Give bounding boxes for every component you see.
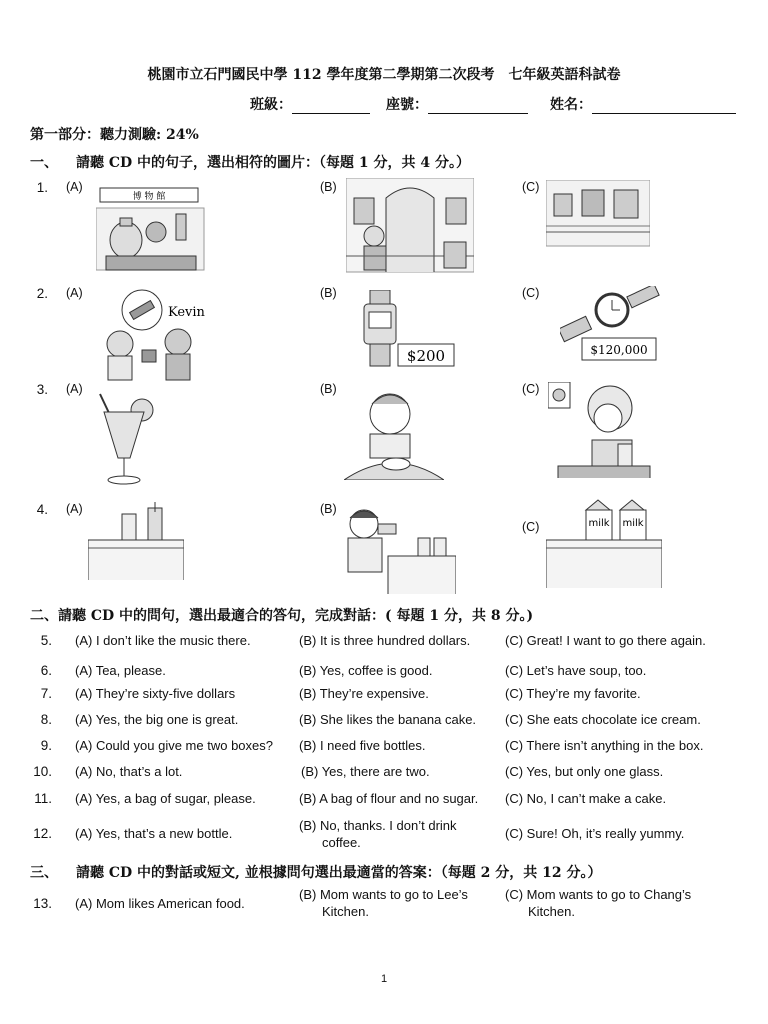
option-label-c: (C) <box>522 286 540 300</box>
price-tag-c: $120,000 <box>590 343 648 357</box>
option-a[interactable]: (A) Tea, please. <box>75 663 166 678</box>
section2-title: 二、請聽 CD 中的問句，選出最適合的答句，完成對話：( 每題 1 分，共 8 分。) <box>30 608 534 624</box>
milk-cartons-table-illustration <box>546 496 662 588</box>
digital-watch-illustration <box>358 290 462 372</box>
option-b-line1: (B) Mom wants to go to Lee’s <box>299 887 468 902</box>
boy-eating-illustration <box>344 386 444 480</box>
option-b[interactable]: (B) A bag of flour and no sugar. <box>299 791 479 806</box>
name-blank[interactable] <box>592 99 736 114</box>
option-label-b: (B) <box>320 286 337 300</box>
option-a[interactable]: (A) Mom likes American food. <box>75 896 245 911</box>
museum-vase-illustration <box>96 184 206 274</box>
option-b[interactable]: (B) Yes, coffee is good. <box>299 663 433 678</box>
woman-drinking-illustration <box>548 382 660 478</box>
name-field <box>550 94 736 114</box>
question-number: 3. <box>36 382 48 397</box>
option-label-a: (A) <box>66 382 83 396</box>
option-c[interactable] <box>505 886 741 920</box>
option-label-b: (B) <box>320 382 337 396</box>
section1-number: 一、 <box>30 155 58 171</box>
kids-gift-watch-illustration <box>98 286 210 382</box>
price-tag-b: $200 <box>406 347 446 365</box>
option-label-a: (A) <box>66 502 83 516</box>
option-label-b: (B) <box>320 180 337 194</box>
milk-label-1: milk <box>588 518 610 529</box>
seat-label: 座號： <box>386 97 428 113</box>
question-number: 6. <box>40 663 52 678</box>
option-b[interactable] <box>299 886 495 920</box>
question-number: 13. <box>33 896 52 911</box>
seat-blank[interactable] <box>428 99 528 114</box>
option-c[interactable]: (C) No, I can’t make a cake. <box>505 791 667 806</box>
question-number: 1. <box>36 180 48 195</box>
part1-title: 第一部分：聽力測驗: 24% <box>30 127 199 143</box>
museum-statue-illustration <box>346 178 474 274</box>
boy-drinking-table-illustration <box>340 504 456 594</box>
class-blank[interactable] <box>292 99 370 114</box>
option-b-line1: (B) No, thanks. I don’t drink <box>299 818 457 833</box>
option-label-b: (B) <box>320 502 337 516</box>
question-number: 8. <box>40 712 52 727</box>
option-c[interactable]: (C) They’re my favorite. <box>505 686 641 701</box>
section1-instruction: 請聽 CD 中的句子，選出相符的圖片：（每題 1 分，共 4 分。） <box>76 155 471 171</box>
option-c[interactable]: (C) Great! I want to go there again. <box>505 633 706 648</box>
class-field <box>250 94 370 114</box>
option-c[interactable]: (C) Yes, but only one glass. <box>505 764 664 779</box>
option-b[interactable]: (B) Yes, there are two. <box>301 764 430 779</box>
option-c[interactable]: (C) Sure! Oh, it’s really yummy. <box>505 826 685 841</box>
option-a[interactable]: (A) Yes, a bag of sugar, please. <box>75 791 256 806</box>
option-a[interactable]: (A) Yes, that’s a new bottle. <box>75 826 233 841</box>
option-a[interactable]: (A) Could you give me two boxes? <box>75 738 273 753</box>
name-label: 姓名： <box>550 97 592 113</box>
juice-glass-illustration <box>92 392 158 486</box>
question-number: 4. <box>36 502 48 517</box>
option-a[interactable]: (A) Yes, the big one is great. <box>75 712 239 727</box>
option-b-line2: coffee. <box>322 835 361 850</box>
option-label-c: (C) <box>522 382 540 396</box>
option-label-a: (A) <box>66 180 83 194</box>
two-glasses-table-illustration <box>88 502 184 580</box>
option-label-a: (A) <box>66 286 83 300</box>
question-number: 9. <box>40 738 52 753</box>
class-label: 班級： <box>250 97 292 113</box>
page-number: 1 <box>380 973 388 985</box>
museum-paintings-illustration <box>546 180 650 248</box>
question-number: 12. <box>33 826 52 841</box>
question-number: 11. <box>34 791 52 806</box>
kevin-name-text: Kevin <box>168 305 205 320</box>
option-b[interactable]: (B) They’re expensive. <box>299 686 429 701</box>
option-c-line2: Kitchen. <box>528 904 575 919</box>
option-label-c: (C) <box>522 180 540 194</box>
question-number: 2. <box>36 286 48 301</box>
option-c[interactable]: (C) There isn’t anything in the box. <box>505 738 704 753</box>
exam-title: 桃園市立石門國民中學 112 學年度第二學期第二次段考 七年級英語科試卷 <box>147 67 621 83</box>
option-b[interactable] <box>299 817 493 851</box>
option-a[interactable]: (A) No, that’s a lot. <box>75 764 183 779</box>
section3-number: 三、 <box>30 865 58 881</box>
option-b[interactable]: (B) She likes the banana cake. <box>299 712 477 727</box>
option-b[interactable]: (B) I need five bottles. <box>299 738 426 753</box>
museum-sign-text: 博 物 館 <box>132 192 166 202</box>
seat-field <box>386 94 528 114</box>
option-c[interactable]: (C) Let’s have soup, too. <box>505 663 647 678</box>
option-c[interactable]: (C) She eats chocolate ice cream. <box>505 712 701 727</box>
option-c-line1: (C) Mom wants to go to Chang’s <box>505 887 692 902</box>
milk-label-2: milk <box>622 518 644 529</box>
option-b-line2: Kitchen. <box>322 904 369 919</box>
option-a[interactable]: (A) I don’t like the music there. <box>75 633 251 648</box>
option-b[interactable]: (B) It is three hundred dollars. <box>299 633 471 648</box>
luxury-watch-illustration <box>560 286 666 366</box>
option-label-c: (C) <box>522 520 540 534</box>
question-number: 7. <box>40 686 52 701</box>
question-number: 5. <box>40 633 52 648</box>
section3-instruction: 請聽 CD 中的對話或短文, 並根據問句選出最適當的答案：（每題 2 分，共 12 分。） <box>76 865 602 881</box>
option-a[interactable]: (A) They’re sixty-five dollars <box>75 686 236 701</box>
question-number: 10. <box>33 764 52 779</box>
